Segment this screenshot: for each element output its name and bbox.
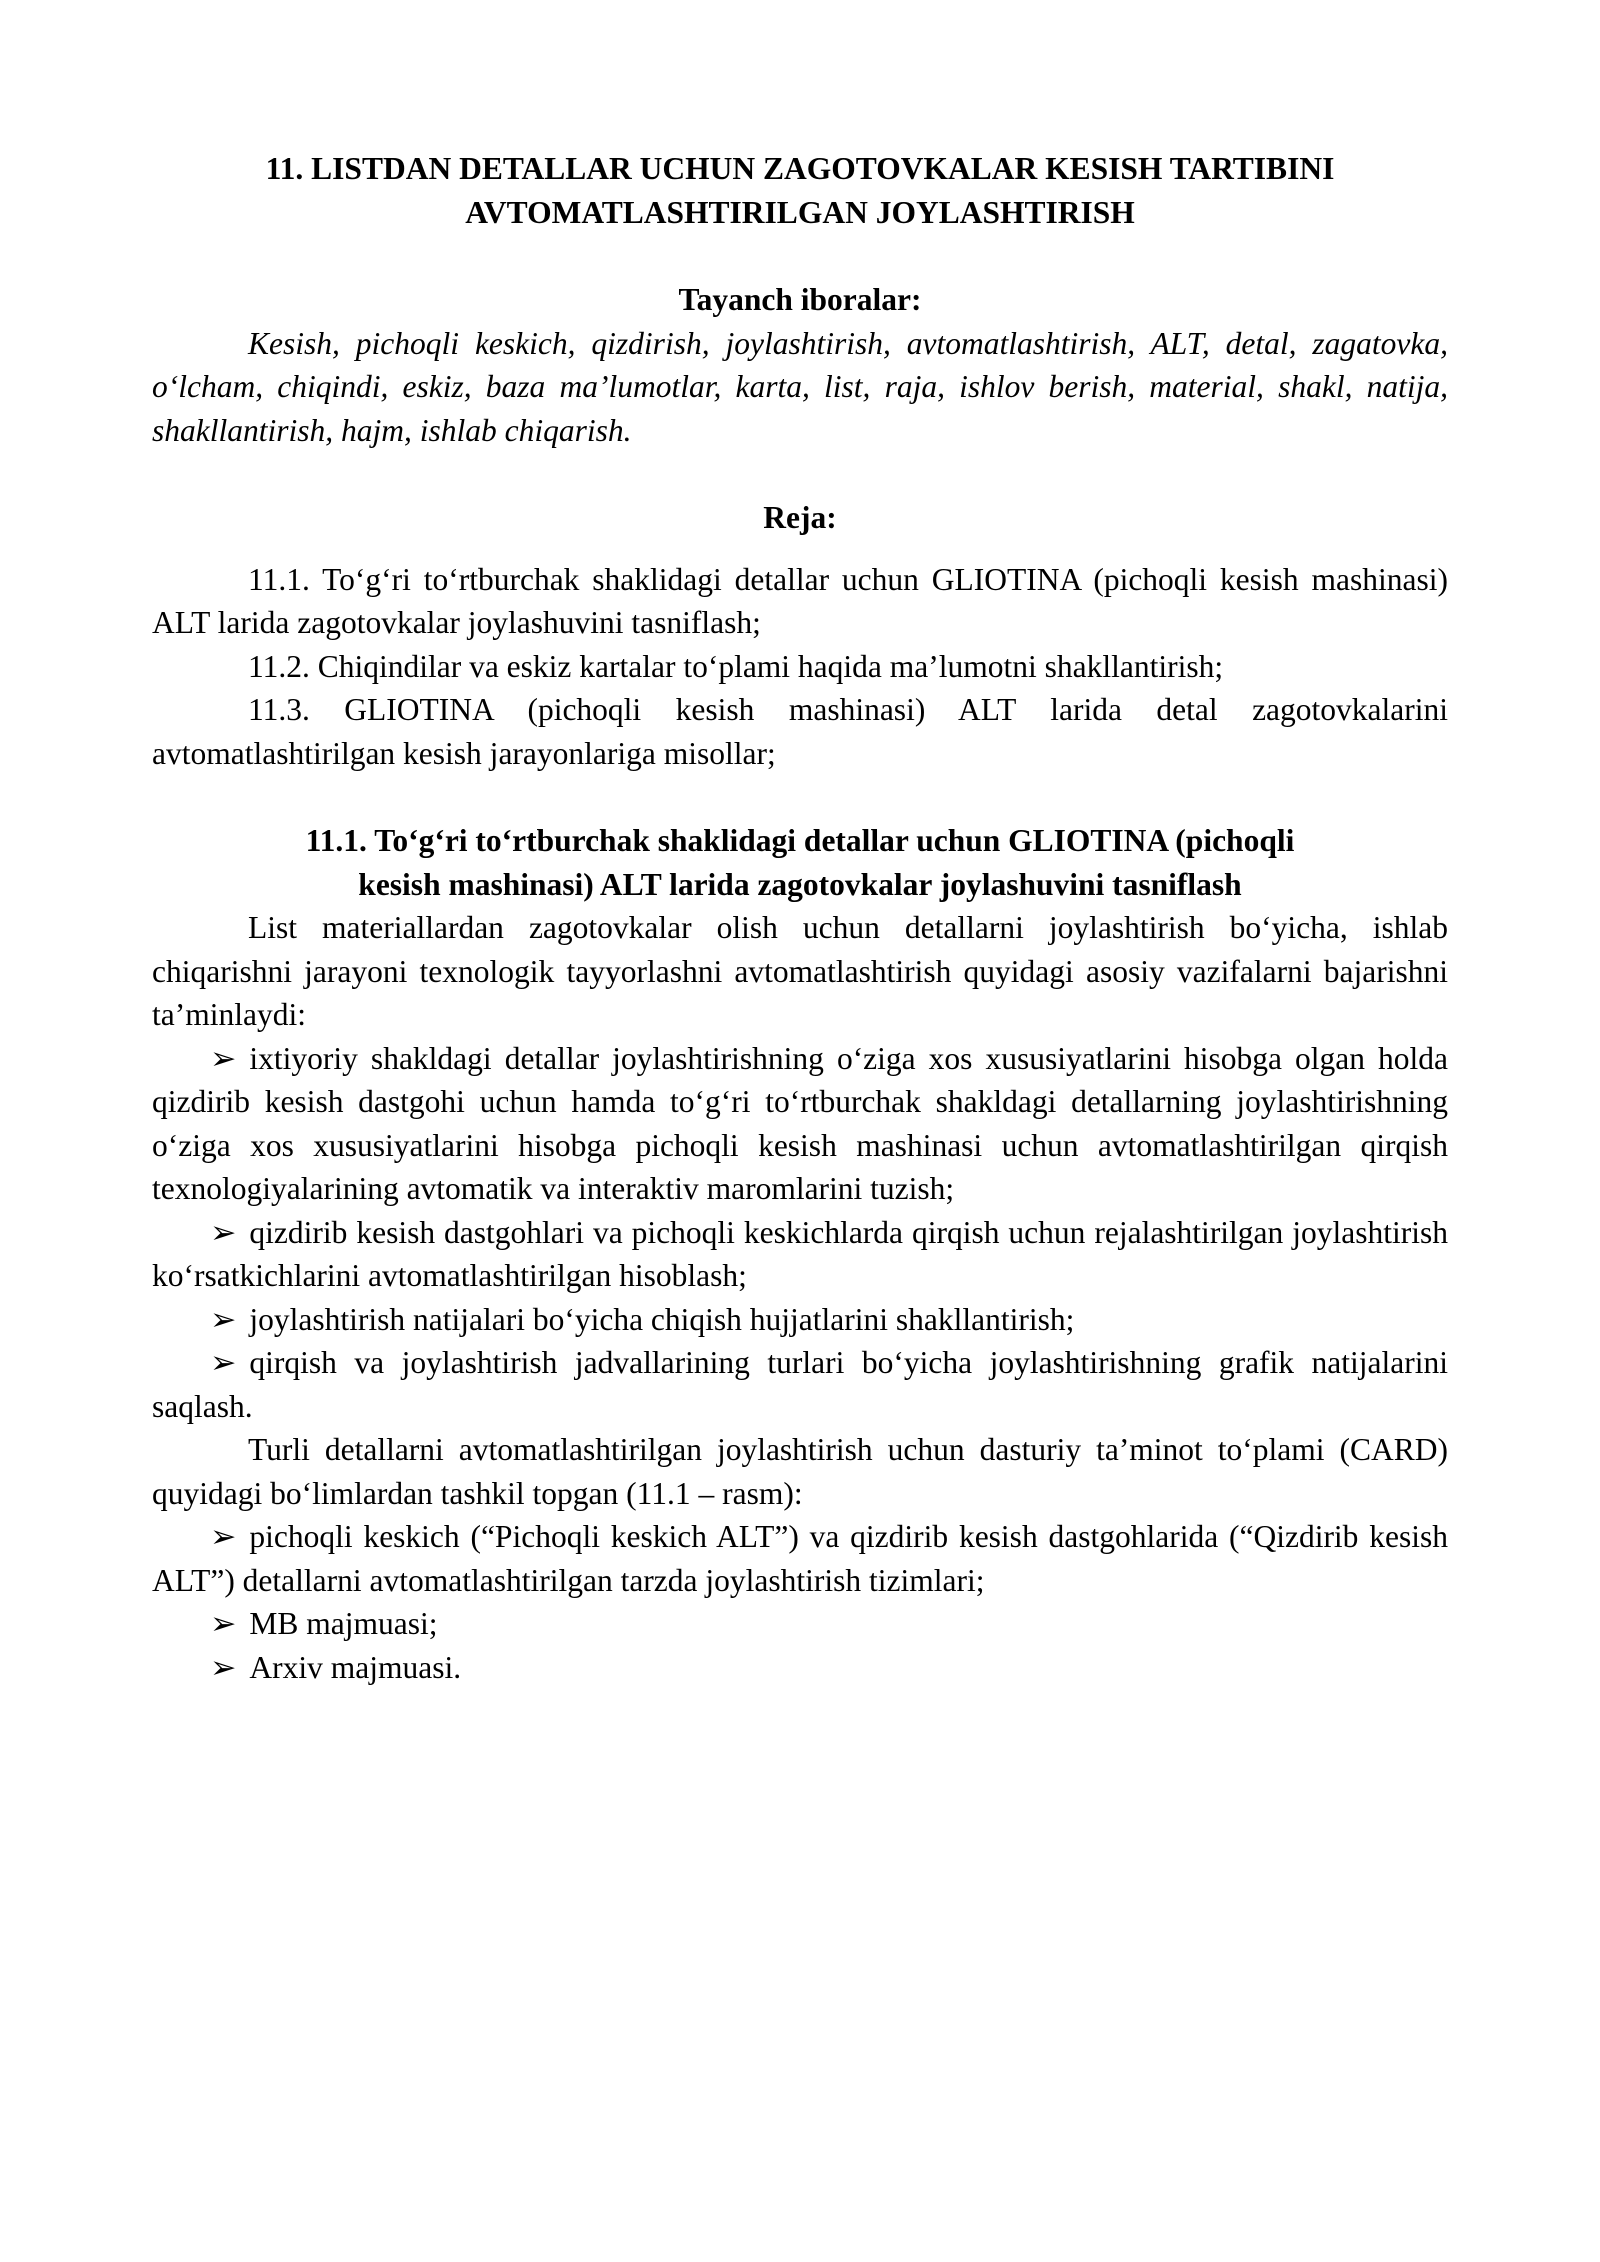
- plan-item-11-2: 11.2. Chiqindilar va eskiz kartalar toʻplami haqida ma’lumotni shakllantirish;: [248, 648, 1224, 684]
- bullet-item-text: qizdirib kesish dastgohlari va pichoqli keskichlarda qirqish uchun rejalashtirilgan joylashtirish koʻrsatkichlarini avtomatlashtirilgan hisoblash;: [152, 1214, 1448, 1293]
- plan-item-11-3: 11.3. GLIOTINA (pichoqli kesish mashinasi) ALT larida detal zagotovkalarini avtomatlashtirilgan kesish jarayonlariga misollar;: [152, 692, 1448, 771]
- bullet-item-text: ixtiyoriy shakldagi detallar joylashtirishning oʻziga xos xususiyatlarini hisobga olgan holda qizdirib kesish dastgohi uchun hamda toʻgʻri toʻrtburchak shakldagi detallarning joylashtirishning oʻziga xos xususiyatlarini hisobga pichoqli kesish mashinasi uchun avtomatlashtirilgan qirqish texnologiyalarining avtomatik va interaktiv maromlarini tuzish;: [152, 1040, 1448, 1206]
- bullet-item: [152, 1298, 1448, 1342]
- keywords-paragraph: Kesish, pichoqli keskich, qizdirish, joylashtirish, avtomatlashtirish, ALT, detal, zagatovka, oʻlcham, chiqindi, eskiz, baza ma’lumotlar, karta, list, raja, ishlov berish, material, shakl, natija, shakllantirish, hajm, ishlab chiqarish.: [152, 325, 1448, 448]
- bullet-item-text: pichoqli keskich (“Pichoqli keskich ALT”) va qizdirib kesish dastgohlarida (“Qizdirib kesish ALT”) detallarni avtomatlashtirilgan tarzda joylashtirish tizimlari;: [152, 1519, 1448, 1598]
- bullet-item-text: joylashtirish natijalari boʻyicha chiqish hujjatlarini shakllantirish;: [249, 1301, 1075, 1337]
- bullet-item-text: Arxiv majmuasi.: [249, 1649, 462, 1685]
- bullet-item: [152, 1515, 1448, 1602]
- bullet-item-text: MB majmuasi;: [249, 1606, 438, 1641]
- section-heading-line-1: 11.1. Toʻgʻri toʻrtburchak shaklidagi detallar uchun GLIOTINA (pichoqli: [305, 823, 1295, 858]
- document-title-line-1: 11. LISTDAN DETALLAR UCHUN ZAGOTOVKALAR KESISH TARTIBINI: [265, 151, 1335, 186]
- section-heading-line-2: kesish mashinasi) ALT larida zagotovkalar joylashuvini tasniflash: [358, 866, 1242, 902]
- section-heading: [152, 819, 1448, 906]
- arrow-bullet-icon: ➢: [210, 1519, 237, 1554]
- arrow-bullet-icon: ➢: [210, 1214, 237, 1250]
- arrow-bullet-icon: ➢: [210, 1606, 237, 1641]
- arrow-bullet-icon: ➢: [210, 1649, 237, 1685]
- document-title: [152, 147, 1448, 234]
- bullet-item: [152, 1037, 1448, 1211]
- bullet-item: [152, 1341, 1448, 1428]
- document-title-line-2: AVTOMATLASHTIRILGAN JOYLASHTIRISH: [465, 194, 1135, 230]
- plan-item-11-1: 11.1. Toʻgʻri toʻrtburchak shaklidagi detallar uchun GLIOTINA (pichoqli kesish mashinasi) ALT larida zagotovkalar joylashuvini tasniflash;: [152, 561, 1448, 640]
- section-intro-paragraph: List materiallardan zagotovkalar olish uchun detallarni joylashtirish boʻyicha, ishlab chiqarishni jarayoni texnologik tayyorlashni avtomatlashtirish quyidagi asosiy vazifalarni bajarishni ta’minlaydi:: [152, 910, 1448, 1032]
- arrow-bullet-icon: ➢: [210, 1301, 237, 1337]
- plan-heading: Reja:: [763, 500, 837, 535]
- arrow-bullet-icon: ➢: [210, 1040, 237, 1076]
- bullet-item: [152, 1211, 1448, 1298]
- keywords-heading: Tayanch iboralar:: [678, 282, 922, 317]
- bullet-item: [152, 1646, 1448, 1690]
- bullet-item: [152, 1602, 1448, 1646]
- bullet-item-text: qirqish va joylashtirish jadvallarining turlari boʻyicha joylashtirishning grafik natijalarini saqlash.: [152, 1345, 1448, 1424]
- arrow-bullet-icon: ➢: [210, 1345, 237, 1380]
- card-paragraph: Turli detallarni avtomatlashtirilgan joylashtirish uchun dasturiy ta’minot toʻplami (CARD) quyidagi boʻlimlardan tashkil topgan (11.1 – rasm):: [152, 1432, 1448, 1511]
